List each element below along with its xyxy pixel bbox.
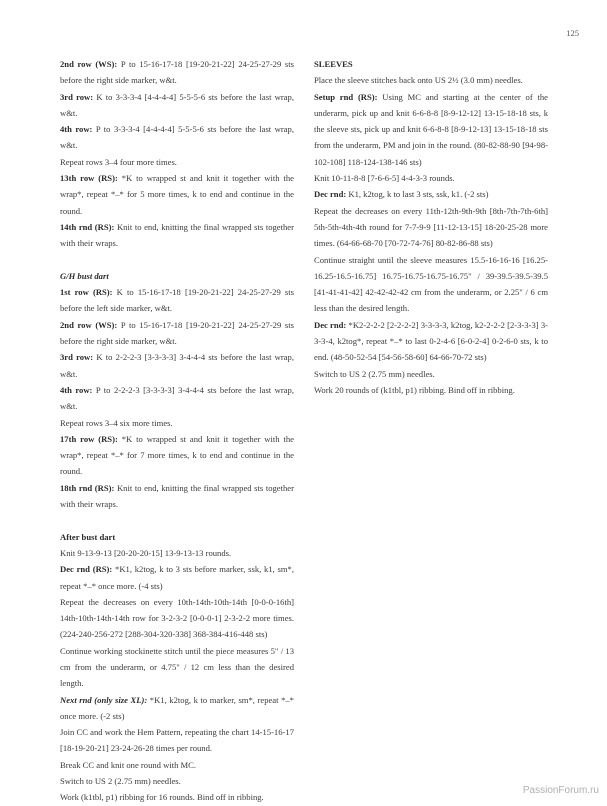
instruction-paragraph <box>60 317 294 350</box>
instruction-lead: 18th rnd (RS): <box>60 482 115 493</box>
wrap-rows-block <box>60 56 294 252</box>
instruction-text: Continue straight until the sleeve measures 15.5-16-16-16 [16.25-16.25-16.5-16.75] 16.75-16.75-16.75-16.75" / 39-39.5-39.5-39.5 [41-41-41-42] 42-42-42-42 cm from the underarm, or 2.25" / 6 cm less than the desired length. <box>314 254 548 314</box>
instruction-paragraph <box>60 121 294 154</box>
instruction-paragraph <box>60 382 294 415</box>
instruction-text: Switch to US 2 (2.75 mm) needles. <box>60 776 181 787</box>
instruction-text: Knit to end, knitting the final wrapped sts together with their wraps. <box>60 482 294 510</box>
instruction-paragraph <box>60 284 294 317</box>
instruction-text: P to 15-16-17-18 [19-20-21-22] 24-25-27-29 sts before the right side marker, w&t. <box>60 319 294 347</box>
instruction-lead: 14th rnd (RS): <box>60 221 115 232</box>
instruction-paragraph <box>314 72 548 88</box>
instruction-text: Knit 10-11-8-8 [7-6-6-5] 4-4-3-3 rounds. <box>314 173 455 184</box>
instruction-text: *K to wrapped st and knit it together with the wrap*, repeat *–* for 5 more times, k to end and continue in the round. <box>60 173 294 216</box>
instruction-paragraph <box>60 154 294 170</box>
instruction-text: *K to wrapped st and knit it together with the wrap*, repeat *–* for 7 more times, k to end and continue in the round. <box>60 433 294 477</box>
right-column <box>314 56 548 398</box>
instruction-text: K to 3-3-3-4 [4-4-4-4] 5-5-5-6 sts before the last wrap, w&t. <box>60 91 294 118</box>
instruction-text: Repeat rows 3–4 six more times. <box>60 417 173 428</box>
instruction-paragraph <box>60 415 294 431</box>
instruction-paragraph <box>60 561 294 594</box>
instruction-text: K to 2-2-2-3 [3-3-3-3] 3-4-4-4 sts before the last wrap, w&t. <box>60 352 294 379</box>
instruction-paragraph <box>314 89 548 170</box>
instruction-text: Work 20 rounds of (k1tbl, p1) ribbing. Bind off in ribbing. <box>314 384 515 395</box>
instruction-text: P to 15-16-17-18 [19-20-21-22] 24-25-27-29 sts before the right side marker, w&t. <box>60 59 294 86</box>
instruction-text: *K1, k2tog, k to 3 sts before marker, ssk, k1, sm*, repeat *–* once more. (-4 sts) <box>60 564 294 591</box>
instruction-lead: 3rd row: <box>60 91 94 102</box>
instruction-text: Repeat the decreases on every 11th-12th-9th-9th [8th-7th-7th-6th] 5th-5th-4th-4th round for 7-7-9-9 [11-12-13-15] 18-20-25-28 more times. (64-66-68-70 [70-72-74-76] 80-82-86-88 sts) <box>314 205 548 249</box>
instruction-paragraph <box>60 219 294 252</box>
instruction-text: Continue working stockinette stitch until the piece measures 5" / 13 cm from the underarm, or 4.75" / 12 cm less than the desired length. <box>60 645 294 689</box>
instruction-paragraph <box>60 480 294 513</box>
instruction-paragraph <box>314 382 548 398</box>
instruction-paragraph <box>60 594 294 643</box>
instruction-text: Knit 9-13-9-13 [20-20-20-15] 13-9-13-13 rounds. <box>60 547 232 558</box>
instruction-text: *K1, k2tog, k to marker, sm*, repeat *–* once more. (-2 sts) <box>60 694 294 721</box>
after-bust-dart-block <box>60 545 294 806</box>
instruction-text: Using MC and starting at the center of the underarm, pick up and knit 6-6-8-8 [8-9-12-12] 13-15-18-18 sts, k the sleeve sts, pick up and knit 6-6-8-8 [8-9-12-13] 13-15-18-18 sts from the underarm, PM and join in the round. (80-82-88-90 [94-98-102-108] 118-124-138-146 sts) <box>314 91 548 167</box>
sleeves-block <box>314 72 548 398</box>
instruction-paragraph <box>60 431 294 480</box>
instruction-lead: Dec rnd: <box>314 189 347 200</box>
instruction-text: K to 15-16-17-18 [19-20-21-22] 24-25-27-29 sts before the left side marker, w&t. <box>60 287 294 314</box>
instruction-paragraph <box>60 789 294 805</box>
instruction-text: Break CC and knit one round with MC. <box>60 759 197 770</box>
instruction-lead: 4th row: <box>60 124 93 135</box>
instruction-paragraph <box>314 203 548 252</box>
page-number: 125 <box>566 28 579 38</box>
section-title-gh-bust-dart: G/H bust dart <box>60 270 109 281</box>
instruction-lead: 2nd row (WS): <box>60 319 118 330</box>
instruction-paragraph <box>60 545 294 561</box>
instruction-text: *K2-2-2-2 [2-2-2-2] 3-3-3-3, k2tog, k2-2-2-2 [2-3-3-3] 3-3-3-4, k2tog*, repeat *–* to last 0-2-4-6 [6-0-2-4] 0-2-6-0 sts, k to end. (48-50-52-54 [54-56-58-60] 64-66-70-72 sts) <box>314 319 548 363</box>
instruction-lead: Next rnd (only size XL): <box>60 694 148 705</box>
instruction-lead: 13th row (RS): <box>60 173 118 184</box>
instruction-paragraph <box>314 170 548 186</box>
instruction-paragraph <box>60 724 294 757</box>
instruction-text: K1, k2tog, k to last 3 sts, ssk, k1. (-2 sts) <box>346 189 489 200</box>
instruction-text: Place the sleeve stitches back onto US 2½ (3.0 mm) needles. <box>314 75 523 86</box>
gh-bust-dart-block <box>60 284 294 512</box>
instruction-paragraph <box>314 252 548 317</box>
instruction-lead: Dec rnd: <box>314 319 347 330</box>
watermark: PassionForum.ru <box>522 785 599 796</box>
instruction-lead: 1st row (RS): <box>60 287 113 298</box>
instruction-paragraph <box>60 757 294 773</box>
instruction-paragraph <box>314 186 548 202</box>
instruction-paragraph <box>314 317 548 366</box>
instruction-paragraph <box>60 643 294 692</box>
instruction-paragraph <box>60 773 294 789</box>
instruction-lead: 3rd row: <box>60 352 94 363</box>
instruction-lead: 4th row: <box>60 384 93 395</box>
instruction-paragraph <box>60 89 294 122</box>
instruction-paragraph <box>314 366 548 382</box>
instruction-paragraph <box>60 56 294 89</box>
instruction-text: P to 2-2-2-3 [3-3-3-3] 3-4-4-4 sts before the last wrap, w&t. <box>60 384 294 412</box>
left-column <box>60 56 294 806</box>
instruction-text: Work (k1tbl, p1) ribbing for 16 rounds. Bind off in ribbing. <box>60 792 264 803</box>
instruction-paragraph <box>60 692 294 725</box>
instruction-lead: 2nd row (WS): <box>60 59 118 69</box>
section-title-sleeves: SLEEVES <box>314 59 353 69</box>
instruction-text: Join CC and work the Hem Pattern, repeating the chart 14-15-16-17 [18-19-20-21] 23-24-26-28 times per round. <box>60 727 294 754</box>
section-title-after-bust-dart: After bust dart <box>60 531 116 542</box>
instruction-paragraph <box>60 349 294 382</box>
instruction-paragraph <box>60 170 294 219</box>
instruction-text: Repeat the decreases on every 10th-14th-10th-14th [0-0-0-16th] 14th-10th-14th-14th row for 3-2-3-2 [0-0-0-1] 2-3-2-2 more times. (224-240-256-272 [288-304-320-338] 368-384-416-448 sts) <box>60 596 294 640</box>
instruction-lead: Setup rnd (RS): <box>314 91 378 102</box>
instruction-lead: Dec rnd (RS): <box>60 564 113 575</box>
instruction-text: Knit to end, knitting the final wrapped sts together with their wraps. <box>60 221 294 249</box>
instruction-lead: 17th row (RS): <box>60 433 118 444</box>
instruction-text: Repeat rows 3–4 four more times. <box>60 156 177 167</box>
instruction-text: Switch to US 2 (2.75 mm) needles. <box>314 368 435 379</box>
instruction-text: P to 3-3-3-4 [4-4-4-4] 5-5-5-6 sts before the last wrap, w&t. <box>60 124 294 151</box>
